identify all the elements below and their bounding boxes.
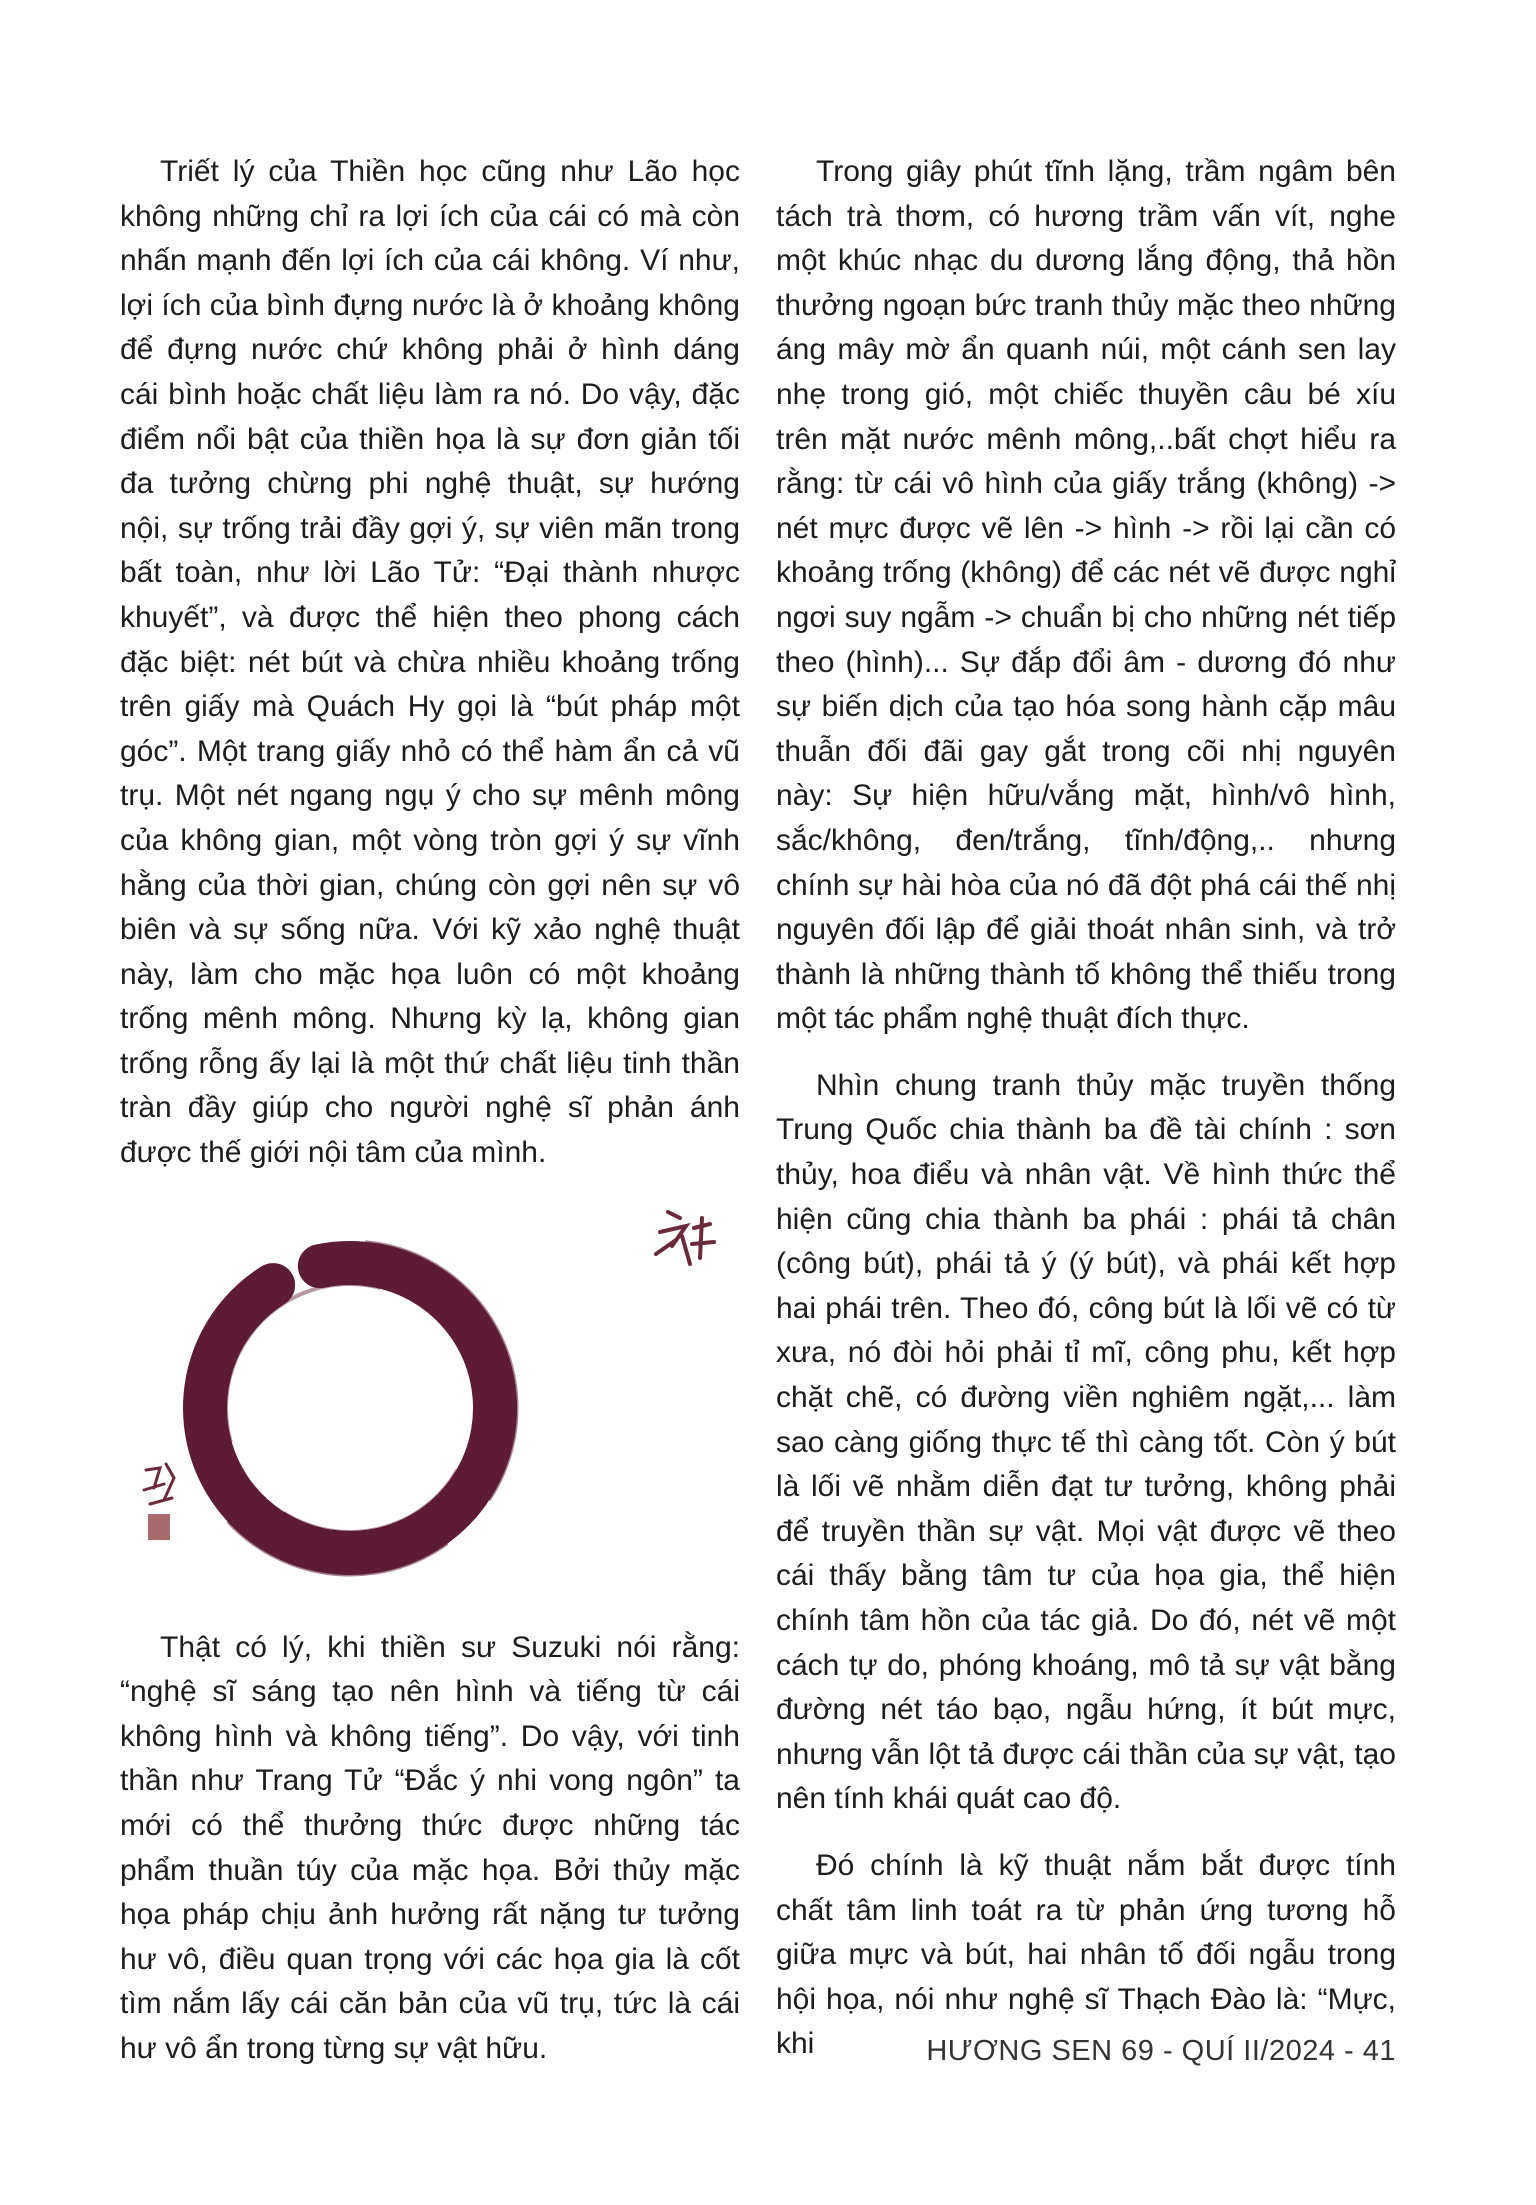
signature-mark [144, 1464, 174, 1504]
paragraph: Đó chính là kỹ thuật nắm bắt được tính chất tâm linh toát ra từ phản ứng tương hỗ giữa mực và bút, hai nhân tố đối ngẫu trong hội họa, nói như nghệ sĩ Thạch Đào là: “Mực, khi [776, 1848, 1396, 2061]
paragraph: Trong giây phút tĩnh lặng, trầm ngâm bên tách trà thơm, có hương trầm vấn vít, nghe một khúc nhạc du dương lắng động, thả hồn thưởng ngoạn bức tranh thủy mặc theo những áng mây mờ ẩn quanh núi, một cánh sen lay nhẹ trong gió, một chiếc thuyền câu bé xíu trên mặt nước mênh mông,..bất chợt hiểu ra rằng: từ cái vô hình của giấy trắng (không) -> nét mực được vẽ lên -> hình -> rồi lại cần có khoảng trống (không) để các nét vẽ được nghỉ ngơi suy ngẫm -> chuẩn bị cho những nét tiếp theo (hình)... Sự đắp đổi âm - dương đó như sự biến dịch của tạo hóa song hành cặp mâu thuẫn đối đãi gay gắt trong cõi nhị nguyên này: Sự hiện hữu/vắng mặt, hình/vô hình, sắc/không, đen/trắng, tĩnh/động,.. nhưng chính sự hài hòa của nó đã đột phá cái thế nhị nguyên đối lập để giải thoát nhân sinh, và trở thành là những thành tố không thể thiếu trong một tác phẩm nghệ thuật đích thực. [776, 155, 1396, 1036]
page-footer: HƯƠNG SEN 69 - QUÍ II/2024 - 41 [926, 2035, 1396, 2067]
left-column [120, 150, 740, 2072]
paragraph: Thật có lý, khi thiền sư Suzuki nói rằng: “nghệ sĩ sáng tạo nên hình và tiếng từ cái không hình và không tiếng”. Do vậy, với tinh thần như Trang Tử “Đắc ý nhi vong ngôn” ta mới có thể thưởng thức được những tác phẩm thuần túy của mặc họa. Bởi thủy mặc họa pháp chịu ảnh hưởng rất nặng tư tưởng hư vô, điều quan trọng với các họa gia là cốt tìm nắm lấy cái căn bản của vũ trụ, tức là cái hư vô ẩn trong từng sự vật hữu. [120, 1630, 740, 2065]
paragraph: Nhìn chung tranh thủy mặc truyền thống Trung Quốc chia thành ba đề tài chính : sơn thủy, hoa điểu và nhân vật. Về hình thức thể hiện cũng chia thành ba phái : phái tả chân (công bút), phái tả ý (ý bút), và phái kết hợp hai phái trên. Theo đó, công bút là lối vẽ có từ xưa, nó đòi hỏi phải tỉ mĩ, công phu, kết hợp chặt chẽ, có đường viền nghiêm ngặt,... làm sao càng giống thực tế thì càng tốt. Còn ý bút là lối vẽ nhằm diễn đạt tư tưởng, không phải để truyền thần sự vật. Mọi vật được vẽ theo cái thấy bằng tâm tư của họa gia, thể hiện chính tâm hồn của tác giả. Do đó, nét vẽ một cách tự do, phóng khoáng, mô tả sự vật bằng đường nét táo bạo, ngẫu hứng, ít bút mực, nhưng vẫn lột tả được cái thần của sự vật, tạo nên tính khái quát cao độ. [776, 1068, 1396, 1816]
enso-figure [120, 1188, 740, 1608]
right-column [776, 150, 1396, 2067]
paragraph: Triết lý của Thiền học cũng như Lão học không những chỉ ra lợi ích của cái có mà còn nhấn mạnh đến lợi ích của cái không. Ví như, lợi ích của bình đựng nước là ở khoảng không để đựng nước chứ không phải ở hình dáng cái bình hoặc chất liệu làm ra nó. Do vậy, đặc điểm nổi bật của thiền họa là sự đơn giản tối đa tưởng chừng phi nghệ thuật, sự hướng nội, sự trống trải đầy gợi ý, sự viên mãn trong bất toàn, như lời Lão Tử: “Đại thành nhược khuyết”, và được thể hiện theo phong cách đặc biệt: nét bút và chừa nhiều khoảng trống trên giấy mà Quách Hy gọi là “bút pháp một góc”. Một trang giấy nhỏ có thể hàm ẩn cả vũ trụ. Một nét ngang ngụ ý cho sự mênh mông của không gian, một vòng tròn gợi ý sự vĩnh hằng của thời gian, chúng còn gợi nên sự vô biên và sự sống nữa. Với kỹ xảo nghệ thuật này, làm cho mặc họa luôn có một khoảng trống mênh mông. Nhưng kỳ lạ, không gian trống rỗng ấy lại là một thứ chất liệu tinh thần tràn đầy giúp cho người nghệ sĩ phản ánh được thế giới nội tâm của mình. [120, 155, 740, 1170]
enso-brush-stroke [137, 1195, 563, 1608]
enso-circle-illustration [120, 1188, 740, 1608]
seal-stamp [148, 1514, 170, 1540]
calligraphy-mark [656, 1212, 714, 1264]
